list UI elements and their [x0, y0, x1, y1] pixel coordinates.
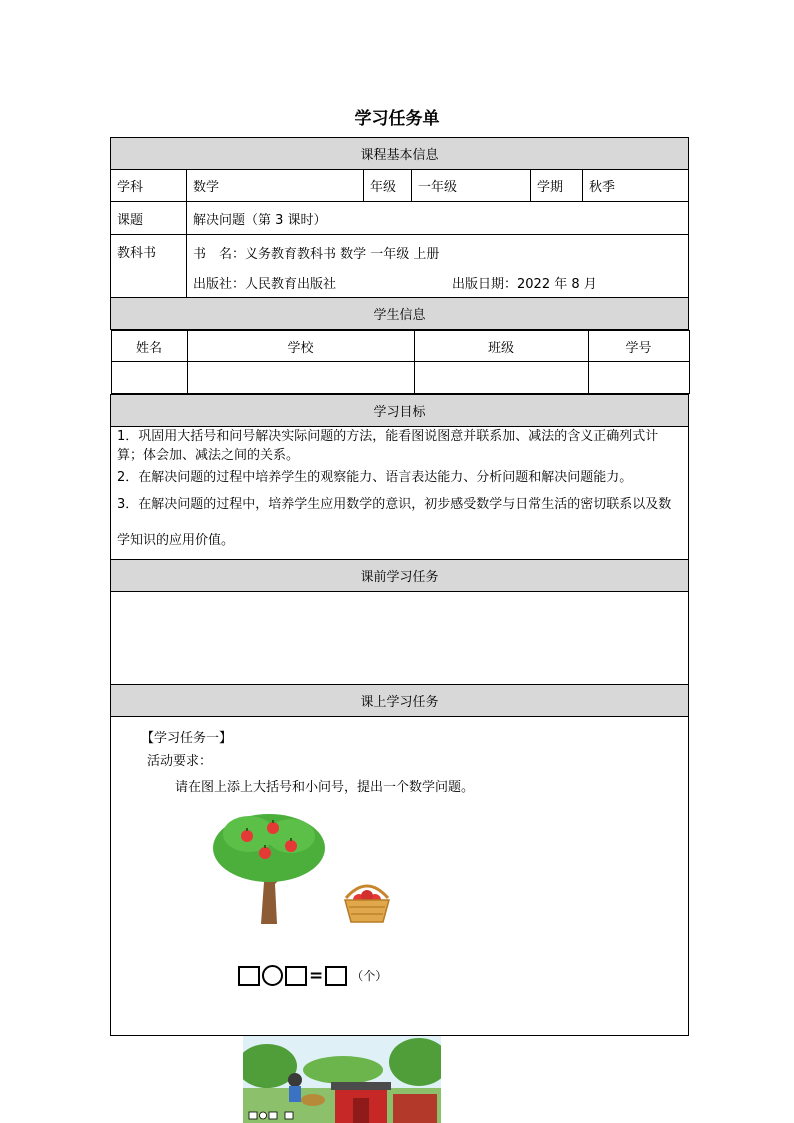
section-pre-class-tasks: 课前学习任务 [111, 560, 689, 592]
section-in-class-tasks: 课上学习任务 [111, 685, 689, 717]
goal-item: 2．在解决问题的过程中培养学生的观察能力、语言表达能力、分析问题和解决问题能力。 [117, 470, 633, 485]
term-value: 秋季 [583, 170, 689, 202]
student-number-header: 学号 [588, 331, 689, 362]
topic-label: 课题 [111, 202, 187, 235]
subject-label: 学科 [111, 170, 187, 202]
topic-value: 解决问题（第 3 课时） [187, 202, 689, 235]
task1-requirement: 活动要求： [147, 754, 213, 769]
student-class-field[interactable] [414, 362, 588, 394]
student-class-header: 班级 [414, 331, 588, 362]
apple-basket-image [342, 882, 392, 924]
goals-list [111, 427, 689, 560]
student-name-field[interactable] [111, 362, 187, 394]
student-number-field[interactable] [588, 362, 689, 394]
textbook-book: 书 名：义务教育教科书 数学 一年级 上册 [193, 247, 440, 262]
textbook-pub-date: 出版日期：2022 年 8 月 [452, 277, 597, 292]
blank-box[interactable] [285, 966, 307, 986]
equation-unit: （个） [351, 969, 388, 983]
section-basic-info: 课程基本信息 [111, 138, 689, 170]
textbook-label: 教科书 [111, 235, 187, 298]
textbook-publisher: 出版社：人民教育出版社 [193, 277, 337, 292]
section-student-info: 学生信息 [111, 298, 689, 330]
task1-heading: 【学习任务一】 [141, 731, 233, 746]
section-goals: 学习目标 [111, 395, 689, 427]
in-class-task-area [111, 717, 689, 1036]
goal-item: 3．在解决问题的过程中，培养学生应用数学的意识，初步感受数学与日常生活的密切联系以及数学知识的应用价值。 [117, 497, 672, 548]
textbook-info [187, 235, 689, 298]
equation-blanks [238, 965, 387, 986]
equals-sign: = [309, 965, 324, 986]
blank-box[interactable] [238, 966, 260, 986]
apple-tree-image [209, 812, 329, 924]
student-school-field[interactable] [187, 362, 414, 394]
task-sheet-table [110, 137, 689, 1036]
page-title: 学习任务单 [354, 109, 440, 129]
grade-label: 年级 [364, 170, 412, 202]
student-school-header: 学校 [187, 331, 414, 362]
grade-value: 一年级 [412, 170, 531, 202]
student-name-header: 姓名 [111, 331, 187, 362]
operator-circle[interactable] [262, 965, 283, 986]
student-info-table [111, 330, 690, 394]
term-label: 学期 [531, 170, 583, 202]
subject-value: 数学 [187, 170, 364, 202]
task1-instruction: 请在图上添上大括号和小问号，提出一个数学问题。 [175, 780, 475, 795]
goal-item: 1．巩固用大括号和问号解决实际问题的方法，能看图说图意并联系加、减法的含义正确列式计算；体会加、减法之间的关系。 [117, 429, 659, 463]
courtyard-scene-image [243, 1036, 441, 1123]
pre-class-task-area[interactable] [111, 592, 689, 685]
answer-box[interactable] [325, 966, 347, 986]
